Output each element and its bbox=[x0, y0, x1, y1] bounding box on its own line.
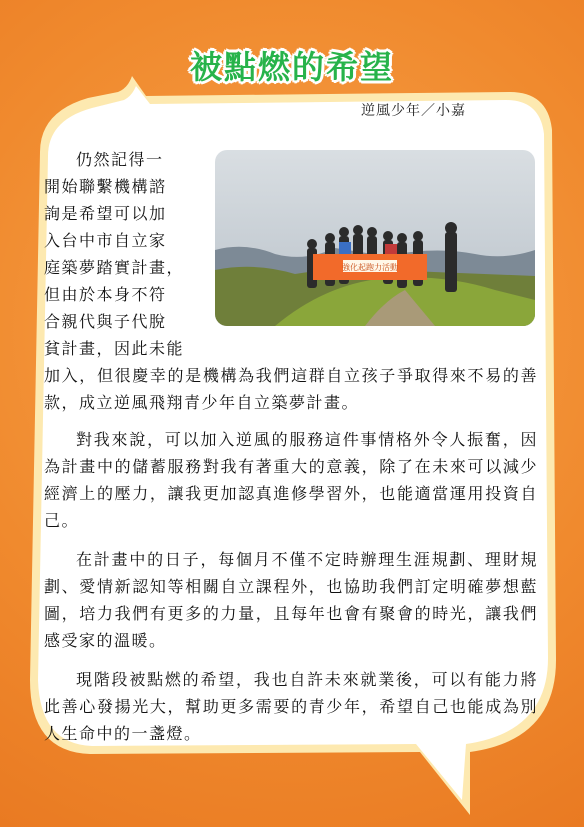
p1-line-2: 開始聯繫機構諮 bbox=[44, 177, 167, 196]
p1-line-8: 貧計畫，因此未能 bbox=[44, 339, 185, 358]
photo-banner-text: 強化起跑力活動 bbox=[342, 263, 398, 272]
page-title: 被點燃的希望 bbox=[189, 48, 394, 86]
paragraph-3 bbox=[44, 546, 538, 654]
p1-line-6: 但由於本身不符 bbox=[44, 285, 167, 304]
p3-text: 在計畫中的日子，每個月不僅不定時辦理生涯規劃、理財規劃、愛情新認知等相關自立課程外，也協助我們訂定明確夢想藍圖，培力我們有更多的力量，且每年也會有聚會的時光，讓我們感受家的溫暖。 bbox=[44, 550, 538, 650]
paragraph-4 bbox=[44, 666, 538, 747]
p1-line-3: 詢是希望可以加 bbox=[44, 204, 167, 223]
paragraph-1-intro bbox=[44, 146, 194, 362]
p1-line-5: 庭築夢踏實計畫， bbox=[44, 258, 185, 277]
p2-text: 對我來說，可以加入逆風的服務這件事情格外令人振奮，因為計畫中的儲蓄服務對我有著重大的意義，除了在未來可以減少經濟上的壓力，讓我更加認真進修學習外，也能適當運用投資自己。 bbox=[44, 430, 538, 530]
p1-line-1: 仍然記得一 bbox=[76, 150, 164, 169]
p4-text: 現階段被點燃的希望，我也自許未來就業後，可以有能力將此善心發揚光大，幫助更多需要的青少年，希望自己也能成為別人生命中的一盞燈。 bbox=[44, 670, 538, 743]
p1-line-4: 入台中市自立家 bbox=[44, 231, 167, 250]
paragraph-2 bbox=[44, 426, 538, 534]
author-byline: 逆風少年／小嘉 bbox=[361, 103, 466, 119]
mountain-photo-image bbox=[215, 150, 535, 326]
paragraph-1-rest bbox=[44, 362, 538, 416]
p1-rest: 加入，但很慶幸的是機構為我們這群自立孩子爭取得來不易的善款，成立逆風飛翔青少年自立築夢計畫。 bbox=[44, 366, 538, 412]
group-photo bbox=[215, 150, 535, 326]
p1-line-7: 合親代與子代脫 bbox=[44, 312, 167, 331]
